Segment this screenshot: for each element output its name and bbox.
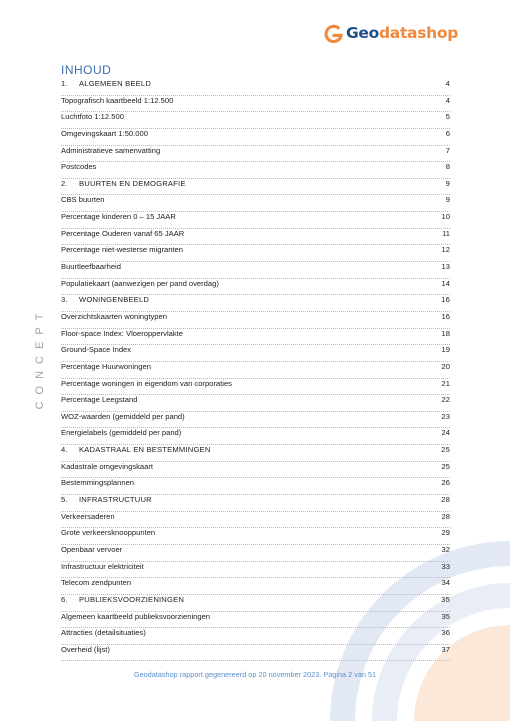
toc-entry-row[interactable] — [61, 245, 450, 262]
toc-entry-label: INFRASTRUCTUUR — [79, 495, 152, 505]
toc-entry-row[interactable] — [61, 112, 450, 129]
table-of-contents — [61, 79, 450, 661]
toc-section-row[interactable] — [61, 79, 450, 96]
toc-page-number: 14 — [441, 278, 450, 288]
toc-section-number: 1. — [61, 79, 68, 88]
toc-entry-row[interactable] — [61, 578, 450, 595]
toc-page-number: 6 — [445, 128, 450, 138]
toc-section-row[interactable] — [61, 295, 450, 312]
toc-entry-row[interactable] — [61, 329, 450, 346]
toc-entry-label: Energielabels (gemiddeld per pand) — [61, 428, 182, 438]
toc-entry-row[interactable] — [61, 195, 450, 212]
toc-entry-label: Bestemmingsplannen — [61, 478, 135, 488]
toc-entry-label: Omgevingskaart 1:50.000 — [61, 128, 148, 138]
toc-entry-label: WOZ-waarden (gemiddeld per pand) — [61, 411, 185, 421]
toc-entry-row[interactable] — [61, 362, 450, 379]
toc-page-number: 21 — [441, 378, 450, 388]
logo-text-geo: Geo — [346, 24, 379, 42]
toc-page-number: 28 — [441, 495, 450, 505]
toc-page-number: 32 — [441, 544, 450, 554]
toc-entry-label: Percentage Leegstand — [61, 395, 138, 405]
toc-entry-label: CBS buurten — [61, 195, 105, 205]
toc-page-number: 18 — [441, 328, 450, 338]
toc-entry-label: Ground-Space Index — [61, 345, 132, 355]
toc-entry-row[interactable] — [61, 412, 450, 429]
toc-entry-row[interactable] — [61, 428, 450, 445]
toc-entry-label: Percentage Ouderen vanaf 65 JAAR — [61, 228, 185, 238]
toc-entry-label: Algemeen kaartbeeld publieksvoorzieningen — [61, 611, 211, 621]
toc-section-row[interactable] — [61, 595, 450, 612]
toc-entry-row[interactable] — [61, 312, 450, 329]
toc-entry-label: Openbaar vervoer — [61, 544, 123, 554]
toc-page-number: 7 — [445, 145, 450, 155]
toc-entry-row[interactable] — [61, 146, 450, 163]
toc-entry-label: KADASTRAAL EN BESTEMMINGEN — [79, 445, 211, 455]
toc-page-number: 26 — [441, 478, 450, 488]
toc-entry-label: Postcodes — [61, 162, 97, 172]
concept-watermark-text: CONCEPT — [34, 306, 46, 410]
concept-watermark — [22, 300, 46, 420]
toc-entry-row[interactable] — [61, 512, 450, 529]
toc-entry-label: Luchtfoto 1:12.500 — [61, 112, 124, 122]
toc-page-number: 37 — [441, 644, 450, 654]
toc-heading: INHOUD — [61, 63, 112, 77]
toc-page-number: 28 — [441, 511, 450, 521]
toc-page-number: 25 — [441, 445, 450, 455]
toc-entry-row[interactable] — [61, 478, 450, 495]
logo-text-datashop: datashop — [378, 24, 459, 42]
toc-page-number: 9 — [445, 195, 450, 205]
toc-entry-label: Grote verkeersknooppunten — [61, 528, 156, 538]
toc-section-number: 4. — [61, 445, 68, 455]
toc-page-number: 35 — [441, 594, 450, 604]
toc-section-row[interactable] — [61, 495, 450, 512]
toc-section-row[interactable] — [61, 445, 450, 462]
toc-entry-label: Administratieve samenvatting — [61, 145, 161, 155]
toc-entry-label: Populatiekaart (aanwezigen per pand overdag) — [61, 278, 219, 288]
toc-entry-label: Attracties (detailsituaties) — [61, 628, 146, 638]
toc-entry-label: Topografisch kaartbeeld 1:12.500 — [61, 95, 174, 105]
toc-page-number: 16 — [441, 311, 450, 321]
toc-entry-row[interactable] — [61, 545, 450, 562]
toc-entry-label: Kadastrale omgevingskaart — [61, 461, 154, 471]
toc-entry-row[interactable] — [61, 279, 450, 296]
toc-section-row[interactable] — [61, 179, 450, 196]
toc-entry-row[interactable] — [61, 229, 450, 246]
geodatashop-g-logo-icon — [324, 24, 343, 43]
toc-entry-label: Telecom zendpunten — [61, 578, 132, 588]
toc-page-number: 4 — [445, 79, 450, 88]
page-footer: Geodatashop rapport gegenereerd op 20 november 2023. Pagina 2 van 51 — [133, 670, 377, 679]
toc-entry-row[interactable] — [61, 129, 450, 146]
toc-section-number: 6. — [61, 594, 68, 604]
toc-entry-label: Infrastructuur elektriciteit — [61, 561, 144, 571]
toc-entry-label: Buurtleefbaarheid — [61, 262, 121, 272]
toc-page-number: 24 — [441, 428, 450, 438]
toc-section-number: 5. — [61, 495, 68, 505]
toc-entry-row[interactable] — [61, 612, 450, 629]
toc-entry-label: BUURTEN EN DEMOGRAFIE — [79, 178, 186, 188]
toc-entry-label: Overheid (lijst) — [61, 644, 110, 654]
toc-page-number: 29 — [441, 528, 450, 538]
toc-entry-row[interactable] — [61, 395, 450, 412]
toc-entry-row[interactable] — [61, 212, 450, 229]
toc-section-number: 3. — [61, 295, 68, 305]
toc-page-number: 5 — [445, 112, 450, 122]
toc-page-number: 22 — [441, 395, 450, 405]
toc-page-number: 36 — [441, 628, 450, 638]
geodatashop-logo — [324, 22, 458, 44]
toc-page-number: 20 — [441, 361, 450, 371]
logo-wordmark — [346, 24, 458, 42]
toc-entry-label: Floor-space Index: Vloeroppervlakte — [61, 328, 183, 338]
toc-page-number: 4 — [445, 95, 450, 105]
toc-page-number: 13 — [441, 262, 450, 272]
toc-entry-label: WONINGENBEELD — [79, 295, 150, 305]
toc-page-number: 33 — [441, 561, 450, 571]
toc-entry-row[interactable] — [61, 562, 450, 579]
toc-entry-label: Overzichtskaarten woningtypen — [61, 311, 167, 321]
toc-page-number: 35 — [441, 611, 450, 621]
toc-entry-row[interactable] — [61, 96, 450, 113]
toc-entry-row[interactable] — [61, 645, 450, 662]
toc-page-number: 12 — [441, 245, 450, 255]
toc-page-number: 34 — [441, 578, 450, 588]
toc-entry-label: Percentage Huurwoningen — [61, 361, 151, 371]
toc-entry-row[interactable] — [61, 262, 450, 279]
toc-page-number: 23 — [441, 411, 450, 421]
toc-entry-row[interactable] — [61, 162, 450, 179]
toc-section-number: 2. — [61, 178, 68, 188]
toc-page-number: 11 — [442, 228, 450, 238]
toc-entry-label: PUBLIEKSVOORZIENINGEN — [79, 594, 185, 604]
toc-entry-label: ALGEMEEN BEELD — [79, 79, 152, 88]
toc-entry-label: Verkeersaderen — [61, 511, 115, 521]
toc-entry-label: Percentage niet-westerse migranten — [61, 245, 183, 255]
toc-entry-row[interactable] — [61, 528, 450, 545]
toc-page-number: 19 — [441, 345, 450, 355]
toc-entry-row[interactable] — [61, 379, 450, 396]
toc-page-number: 16 — [441, 295, 450, 305]
toc-page-number: 8 — [445, 162, 450, 172]
toc-entry-row[interactable] — [61, 628, 450, 645]
toc-entry-row[interactable] — [61, 462, 450, 479]
toc-entry-label: Percentage kinderen 0 – 15 JAAR — [61, 212, 176, 222]
toc-page-number: 10 — [441, 212, 450, 222]
toc-entry-label: Percentage woningen in eigendom van corporaties — [61, 378, 232, 388]
toc-entry-row[interactable] — [61, 345, 450, 362]
toc-page-number: 9 — [445, 178, 450, 188]
toc-page-number: 25 — [441, 461, 450, 471]
